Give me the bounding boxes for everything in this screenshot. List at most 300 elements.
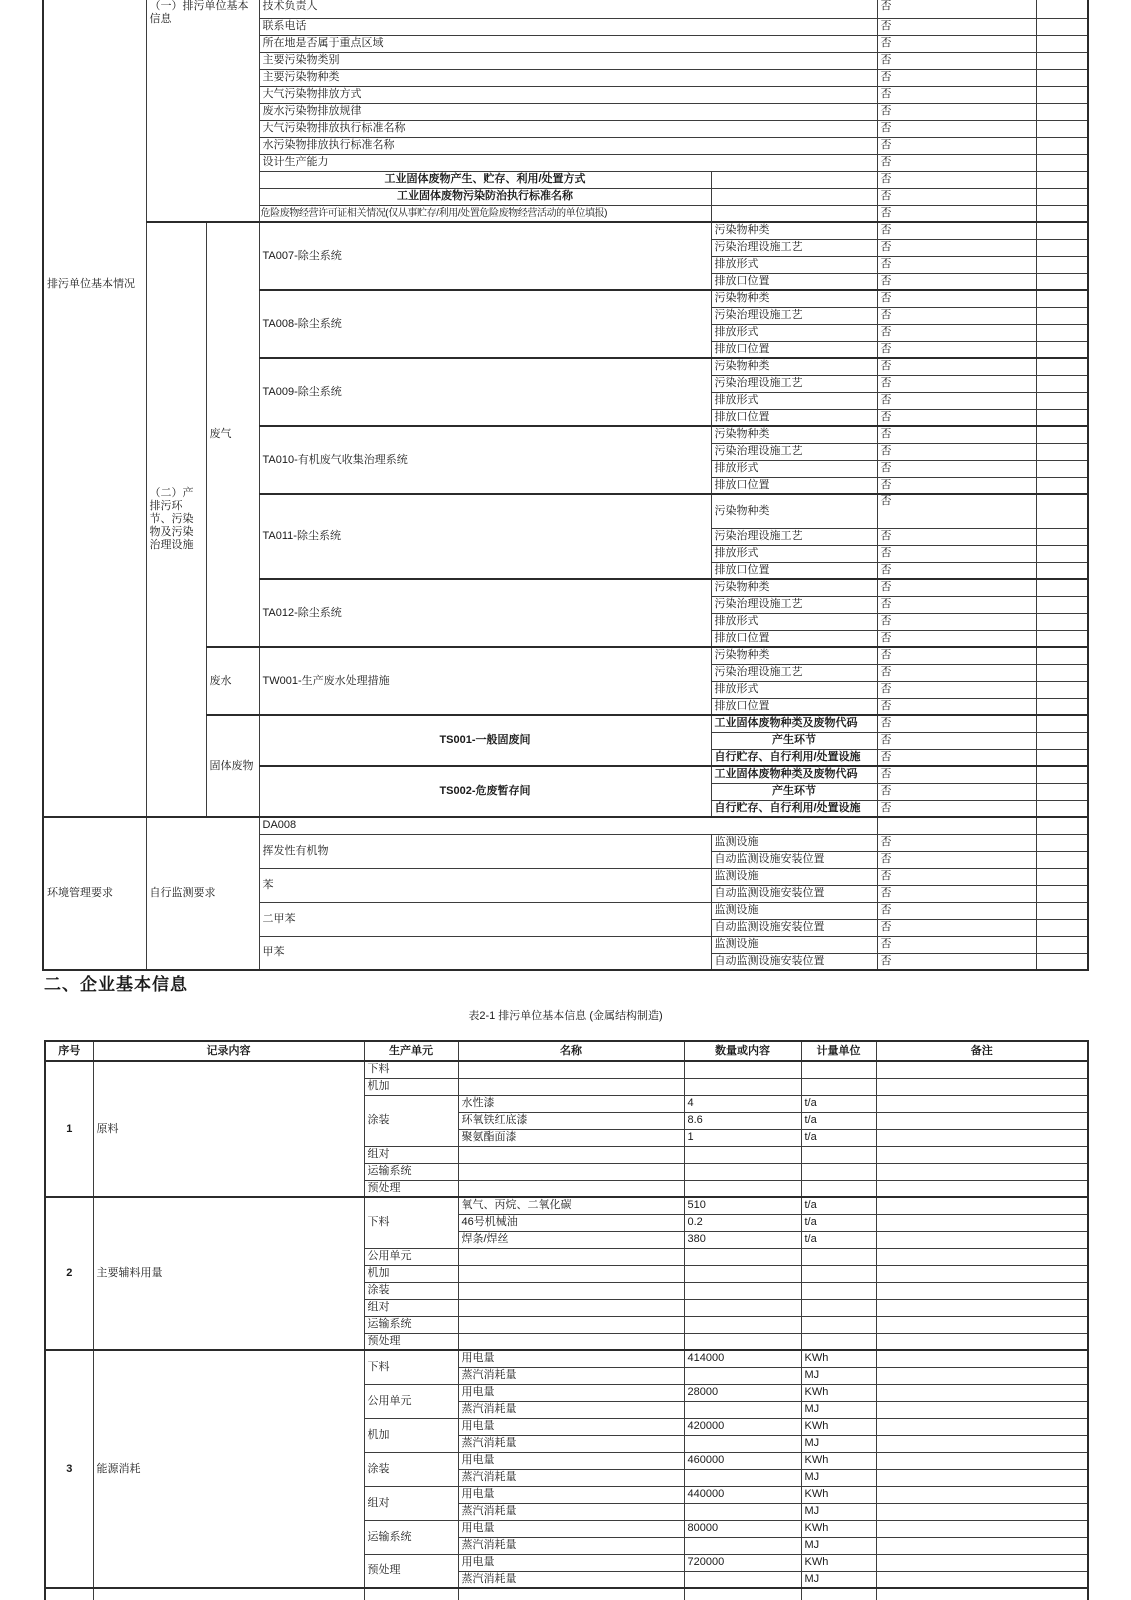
item-unit <box>801 1282 876 1299</box>
field-value: 否 <box>877 307 1036 324</box>
item-name: 氧气、丙烷、二氧化碳 <box>458 1197 684 1214</box>
field-label: 污染治理设施工艺 <box>711 664 877 681</box>
table-row <box>43 0 1088 18</box>
field-value: 否 <box>877 18 1036 35</box>
empty-cell <box>1036 766 1088 783</box>
field-value: 否 <box>877 392 1036 409</box>
table-row <box>45 1350 1088 1367</box>
rowgroup-label-basic: 排污单位基本情况 <box>43 0 146 817</box>
row-number: 1 <box>45 1061 93 1197</box>
item-unit <box>801 1180 876 1197</box>
item-unit <box>801 1061 876 1078</box>
empty-cell <box>1036 800 1088 817</box>
field-label: 自动监测设施安装位置 <box>711 953 877 970</box>
item-name: 用电量 <box>458 1452 684 1469</box>
field-label: 技术负责人 <box>259 0 877 18</box>
item-qty: 80000 <box>684 1520 801 1537</box>
item-unit: KWh <box>801 1486 876 1503</box>
field-label: 产生环节 <box>711 732 877 749</box>
item-unit: t/a <box>801 1214 876 1231</box>
unit-name: TA009-除尘系统 <box>259 358 711 426</box>
unit-name: TW001-生产废水处理措施 <box>259 647 711 715</box>
empty-cell <box>1036 562 1088 579</box>
item-qty <box>684 1367 801 1384</box>
item-unit: t/a <box>801 1231 876 1248</box>
empty-cell <box>1036 69 1088 86</box>
item-unit <box>801 1248 876 1265</box>
empty-cell <box>1036 154 1088 171</box>
field-value: 否 <box>877 647 1036 664</box>
production-unit: 运输系统 <box>364 1520 458 1554</box>
field-value: 否 <box>877 851 1036 868</box>
field-value: 否 <box>877 426 1036 443</box>
empty-cell <box>1036 494 1088 528</box>
field-label: 工业固体废物污染防治执行标准名称 <box>259 188 711 205</box>
item-qty <box>684 1146 801 1163</box>
field-value: 否 <box>877 103 1036 120</box>
item-name: 焊条/焊丝 <box>458 1231 684 1248</box>
remark-cell <box>876 1350 1088 1367</box>
production-unit: 公用单元 <box>364 1248 458 1265</box>
item-unit: KWh <box>801 1418 876 1435</box>
item-unit: MJ <box>801 1537 876 1554</box>
field-label: 工业固体废物种类及废物代码 <box>711 715 877 732</box>
field-label: 自动监测设施安装位置 <box>711 885 877 902</box>
item-qty <box>684 1061 801 1078</box>
section-heading: 二、企业基本信息 <box>44 975 188 994</box>
remark-cell <box>876 1537 1088 1554</box>
field-label: 排放口位置 <box>711 630 877 647</box>
field-label: 所在地是否属于重点区域 <box>259 35 877 52</box>
remark-cell <box>876 1418 1088 1435</box>
item-unit: t/a <box>801 1095 876 1112</box>
item-name: 蒸汽消耗量 <box>458 1401 684 1418</box>
empty-cell <box>1036 715 1088 732</box>
item-name: 蒸汽消耗量 <box>458 1469 684 1486</box>
empty-cell <box>1036 290 1088 307</box>
item-qty <box>684 1435 801 1452</box>
empty-cell <box>1036 902 1088 919</box>
item-unit: MJ <box>801 1503 876 1520</box>
field-label: 大气污染物排放方式 <box>259 86 877 103</box>
empty-cell <box>1036 817 1088 834</box>
rowgroup-label-env: 环境管理要求 <box>43 817 146 970</box>
column-header: 备注 <box>876 1041 1088 1061</box>
remark-cell <box>876 1163 1088 1180</box>
field-label: 污染治理设施工艺 <box>711 528 877 545</box>
empty-cell <box>877 817 1036 834</box>
remark-cell <box>876 1095 1088 1112</box>
item-name: 用电量 <box>458 1554 684 1571</box>
field-value: 否 <box>877 0 1036 18</box>
field-value: 否 <box>877 409 1036 426</box>
section2-label: （二）产排污环节、污染物及污染治理设施 <box>146 222 206 817</box>
record-content: 主要辅料用量 <box>93 1197 364 1350</box>
item-unit: MJ <box>801 1469 876 1486</box>
field-value: 否 <box>877 715 1036 732</box>
field-value: 否 <box>877 800 1036 817</box>
field-value: 否 <box>877 953 1036 970</box>
empty-cell <box>1036 732 1088 749</box>
field-value: 否 <box>877 324 1036 341</box>
field-value: 否 <box>877 783 1036 800</box>
remark-cell <box>876 1333 1088 1350</box>
field-label: 自动监测设施安装位置 <box>711 919 877 936</box>
field-value: 否 <box>877 205 1036 222</box>
remark-cell <box>876 1248 1088 1265</box>
production-unit: 运输系统 <box>364 1316 458 1333</box>
item-qty <box>684 1571 801 1588</box>
production-unit: 预处理 <box>364 1333 458 1350</box>
field-value: 否 <box>877 86 1036 103</box>
production-unit: 机加 <box>364 1078 458 1095</box>
field-label: 产生环节 <box>711 783 877 800</box>
remark-cell <box>876 1520 1088 1537</box>
item-qty: 4 <box>684 1095 801 1112</box>
production-unit: 下料 <box>364 1197 458 1248</box>
field-value: 否 <box>877 596 1036 613</box>
production-unit: 下料 <box>364 1061 458 1078</box>
production-unit: 机加 <box>364 1418 458 1452</box>
item-qty: 414000 <box>684 1350 801 1367</box>
remark-cell <box>876 1367 1088 1384</box>
field-value: 否 <box>877 613 1036 630</box>
empty-cell <box>1036 681 1088 698</box>
field-label: 自行贮存、自行利用/处置设施 <box>711 749 877 766</box>
pollutant-name: 二甲苯 <box>259 902 711 936</box>
empty-cell <box>1036 52 1088 69</box>
enterprise-info-table <box>44 1040 1089 1600</box>
empty-cell <box>1036 341 1088 358</box>
field-label: 危险废物经营许可证相关情况(仅从事贮存/利用/处置危险废物经营活动的单位填报) <box>259 205 711 222</box>
production-unit: 机加 <box>364 1265 458 1282</box>
field-label: 主要污染物类别 <box>259 52 877 69</box>
field-label: 污染治理设施工艺 <box>711 443 877 460</box>
item-qty: 440000 <box>684 1486 801 1503</box>
field-value: 否 <box>877 681 1036 698</box>
item-name: 用电量 <box>458 1350 684 1367</box>
field-value: 否 <box>877 579 1036 596</box>
empty-cell <box>1036 120 1088 137</box>
row-number: 3 <box>45 1350 93 1588</box>
table-row <box>43 222 1088 239</box>
item-name: 蒸汽消耗量 <box>458 1435 684 1452</box>
field-label: 监测设施 <box>711 936 877 953</box>
field-label: 排放口位置 <box>711 409 877 426</box>
table-row <box>45 1041 1088 1061</box>
field-value: 否 <box>877 766 1036 783</box>
item-unit <box>801 1333 876 1350</box>
item-name <box>458 1265 684 1282</box>
field-label: 监测设施 <box>711 868 877 885</box>
item-qty <box>684 1333 801 1350</box>
field-label: 废水污染物排放规律 <box>259 103 877 120</box>
field-label: 自行贮存、自行利用/处置设施 <box>711 800 877 817</box>
empty-cell <box>801 1588 876 1600</box>
field-label: 排放口位置 <box>711 562 877 579</box>
item-name: 蒸汽消耗量 <box>458 1503 684 1520</box>
section1-label: （一）排污单位基本信息 <box>146 0 259 222</box>
unit-name: TA010-有机废气收集治理系统 <box>259 426 711 494</box>
field-label: 污染治理设施工艺 <box>711 239 877 256</box>
empty-cell <box>1036 834 1088 851</box>
field-label: 自动监测设施安装位置 <box>711 851 877 868</box>
item-unit: KWh <box>801 1350 876 1367</box>
remark-cell <box>876 1146 1088 1163</box>
empty-cell <box>1036 35 1088 52</box>
field-label: 污染物种类 <box>711 426 877 443</box>
empty-cell <box>1036 358 1088 375</box>
item-qty: 8.6 <box>684 1112 801 1129</box>
item-name: 蒸汽消耗量 <box>458 1571 684 1588</box>
field-value: 否 <box>877 885 1036 902</box>
item-qty <box>684 1316 801 1333</box>
field-value: 否 <box>877 732 1036 749</box>
empty-cell <box>1036 936 1088 953</box>
empty-cell <box>711 188 877 205</box>
empty-cell <box>1036 137 1088 154</box>
pollutant-name: 挥发性有机物 <box>259 834 711 868</box>
field-value: 否 <box>877 358 1036 375</box>
unit-name: TA012-除尘系统 <box>259 579 711 647</box>
empty-cell <box>711 171 877 188</box>
column-header: 生产单元 <box>364 1041 458 1061</box>
remark-cell <box>876 1197 1088 1214</box>
production-unit: 涂装 <box>364 1452 458 1486</box>
empty-cell <box>1036 545 1088 562</box>
field-value: 否 <box>877 137 1036 154</box>
item-unit: t/a <box>801 1129 876 1146</box>
field-value: 否 <box>877 120 1036 137</box>
table-row <box>43 817 1088 834</box>
empty-cell <box>93 1588 364 1600</box>
empty-cell <box>1036 103 1088 120</box>
field-value: 否 <box>877 460 1036 477</box>
remark-cell <box>876 1452 1088 1469</box>
remark-cell <box>876 1435 1088 1452</box>
item-qty <box>684 1248 801 1265</box>
remark-cell <box>876 1231 1088 1248</box>
item-name: 用电量 <box>458 1486 684 1503</box>
item-name <box>458 1316 684 1333</box>
item-unit <box>801 1299 876 1316</box>
empty-cell <box>1036 579 1088 596</box>
item-name <box>458 1061 684 1078</box>
unit-name: TA011-除尘系统 <box>259 494 711 579</box>
field-label: 监测设施 <box>711 902 877 919</box>
remark-cell <box>876 1469 1088 1486</box>
field-label: 排放口位置 <box>711 698 877 715</box>
field-label: 监测设施 <box>711 834 877 851</box>
empty-cell <box>684 1588 801 1600</box>
empty-cell <box>1036 375 1088 392</box>
field-value: 否 <box>877 222 1036 239</box>
item-qty: 460000 <box>684 1452 801 1469</box>
unit-name: TS002-危废暂存间 <box>259 766 711 817</box>
remark-cell <box>876 1129 1088 1146</box>
field-label: 污染物种类 <box>711 290 877 307</box>
table-row <box>45 1588 1088 1600</box>
item-qty <box>684 1401 801 1418</box>
empty-cell <box>1036 256 1088 273</box>
remark-cell <box>876 1486 1088 1503</box>
field-value: 否 <box>877 154 1036 171</box>
item-unit <box>801 1078 876 1095</box>
field-value: 否 <box>877 290 1036 307</box>
field-value: 否 <box>877 834 1036 851</box>
remark-cell <box>876 1061 1088 1078</box>
production-unit: 运输系统 <box>364 1163 458 1180</box>
item-name <box>458 1248 684 1265</box>
field-label: 大气污染物排放执行标准名称 <box>259 120 877 137</box>
field-label: 排放口位置 <box>711 477 877 494</box>
production-unit: 涂装 <box>364 1282 458 1299</box>
empty-cell <box>1036 664 1088 681</box>
empty-cell <box>1036 460 1088 477</box>
field-value: 否 <box>877 664 1036 681</box>
production-unit: 预处理 <box>364 1554 458 1588</box>
field-value: 否 <box>877 919 1036 936</box>
empty-cell <box>1036 392 1088 409</box>
media-label-solid: 固体废物 <box>206 715 259 817</box>
field-label: 污染治理设施工艺 <box>711 375 877 392</box>
field-label: 污染治理设施工艺 <box>711 596 877 613</box>
column-header: 名称 <box>458 1041 684 1061</box>
item-unit: MJ <box>801 1367 876 1384</box>
pollutant-name: 甲苯 <box>259 936 711 970</box>
production-unit: 公用单元 <box>364 1384 458 1418</box>
column-header: 序号 <box>45 1041 93 1061</box>
item-qty <box>684 1469 801 1486</box>
field-value: 否 <box>877 630 1036 647</box>
table-caption: 表2-1 排污单位基本信息 (金属结构制造) <box>468 1010 663 1022</box>
media-label-water: 废水 <box>206 647 259 715</box>
item-unit: KWh <box>801 1520 876 1537</box>
empty-cell <box>1036 426 1088 443</box>
column-header: 计量单位 <box>801 1041 876 1061</box>
item-unit: KWh <box>801 1384 876 1401</box>
empty-cell <box>1036 0 1088 18</box>
item-qty <box>684 1163 801 1180</box>
field-value: 否 <box>877 188 1036 205</box>
row-number: 2 <box>45 1197 93 1350</box>
field-label: 排放形式 <box>711 681 877 698</box>
field-value: 否 <box>877 562 1036 579</box>
field-value: 否 <box>877 902 1036 919</box>
remark-cell <box>876 1078 1088 1095</box>
empty-cell <box>1036 630 1088 647</box>
record-content: 原料 <box>93 1061 364 1197</box>
empty-cell <box>1036 749 1088 766</box>
field-label: 联系电话 <box>259 18 877 35</box>
field-value: 否 <box>877 52 1036 69</box>
field-label: 工业固体废物产生、贮存、利用/处置方式 <box>259 171 711 188</box>
item-name: 环氧铁红底漆 <box>458 1112 684 1129</box>
item-name: 蒸汽消耗量 <box>458 1537 684 1554</box>
field-label: 污染物种类 <box>711 358 877 375</box>
field-value: 否 <box>877 698 1036 715</box>
empty-cell <box>1036 613 1088 630</box>
empty-cell <box>1036 18 1088 35</box>
production-unit: 组对 <box>364 1299 458 1316</box>
remark-cell <box>876 1299 1088 1316</box>
item-name <box>458 1299 684 1316</box>
remark-cell <box>876 1112 1088 1129</box>
remark-cell <box>876 1571 1088 1588</box>
item-unit: MJ <box>801 1435 876 1452</box>
unit-name: TA007-除尘系统 <box>259 222 711 290</box>
production-unit: 组对 <box>364 1486 458 1520</box>
field-label: 排放形式 <box>711 256 877 273</box>
item-unit <box>801 1265 876 1282</box>
empty-cell <box>1036 647 1088 664</box>
empty-cell <box>1036 171 1088 188</box>
empty-cell <box>1036 443 1088 460</box>
empty-cell <box>1036 86 1088 103</box>
empty-cell <box>458 1588 684 1600</box>
item-unit: t/a <box>801 1197 876 1214</box>
item-name <box>458 1078 684 1095</box>
item-qty: 28000 <box>684 1384 801 1401</box>
item-unit: t/a <box>801 1112 876 1129</box>
empty-cell <box>1036 307 1088 324</box>
field-label: 主要污染物种类 <box>259 69 877 86</box>
item-qty: 510 <box>684 1197 801 1214</box>
da-code: DA008 <box>259 817 877 834</box>
item-qty: 1 <box>684 1129 801 1146</box>
field-label: 排放口位置 <box>711 273 877 290</box>
empty-cell <box>1036 273 1088 290</box>
column-header: 数量或内容 <box>684 1041 801 1061</box>
field-label: 设计生产能力 <box>259 154 877 171</box>
field-value: 否 <box>877 545 1036 562</box>
production-unit: 组对 <box>364 1146 458 1163</box>
empty-cell <box>1036 919 1088 936</box>
item-unit: KWh <box>801 1452 876 1469</box>
item-name: 用电量 <box>458 1520 684 1537</box>
production-unit: 下料 <box>364 1350 458 1384</box>
empty-cell <box>1036 596 1088 613</box>
empty-cell <box>1036 783 1088 800</box>
field-label: 排放形式 <box>711 613 877 630</box>
empty-cell <box>1036 239 1088 256</box>
field-value: 否 <box>877 528 1036 545</box>
field-value: 否 <box>877 868 1036 885</box>
remark-cell <box>876 1214 1088 1231</box>
field-label: 排放形式 <box>711 460 877 477</box>
empty-cell <box>1036 409 1088 426</box>
field-label: 排放形式 <box>711 545 877 562</box>
remark-cell <box>876 1265 1088 1282</box>
item-qty <box>684 1299 801 1316</box>
item-qty <box>684 1537 801 1554</box>
field-value: 否 <box>877 239 1036 256</box>
item-unit: MJ <box>801 1401 876 1418</box>
item-unit <box>801 1316 876 1333</box>
empty-cell <box>1036 868 1088 885</box>
unit-name: TS001-一般固废间 <box>259 715 711 766</box>
field-label: 污染物种类 <box>711 494 877 528</box>
item-name <box>458 1333 684 1350</box>
field-label: 污染物种类 <box>711 222 877 239</box>
remark-cell <box>876 1180 1088 1197</box>
empty-cell <box>364 1588 458 1600</box>
field-value: 否 <box>877 273 1036 290</box>
production-unit: 预处理 <box>364 1180 458 1197</box>
item-qty <box>684 1503 801 1520</box>
field-value: 否 <box>877 171 1036 188</box>
empty-cell <box>1036 698 1088 715</box>
